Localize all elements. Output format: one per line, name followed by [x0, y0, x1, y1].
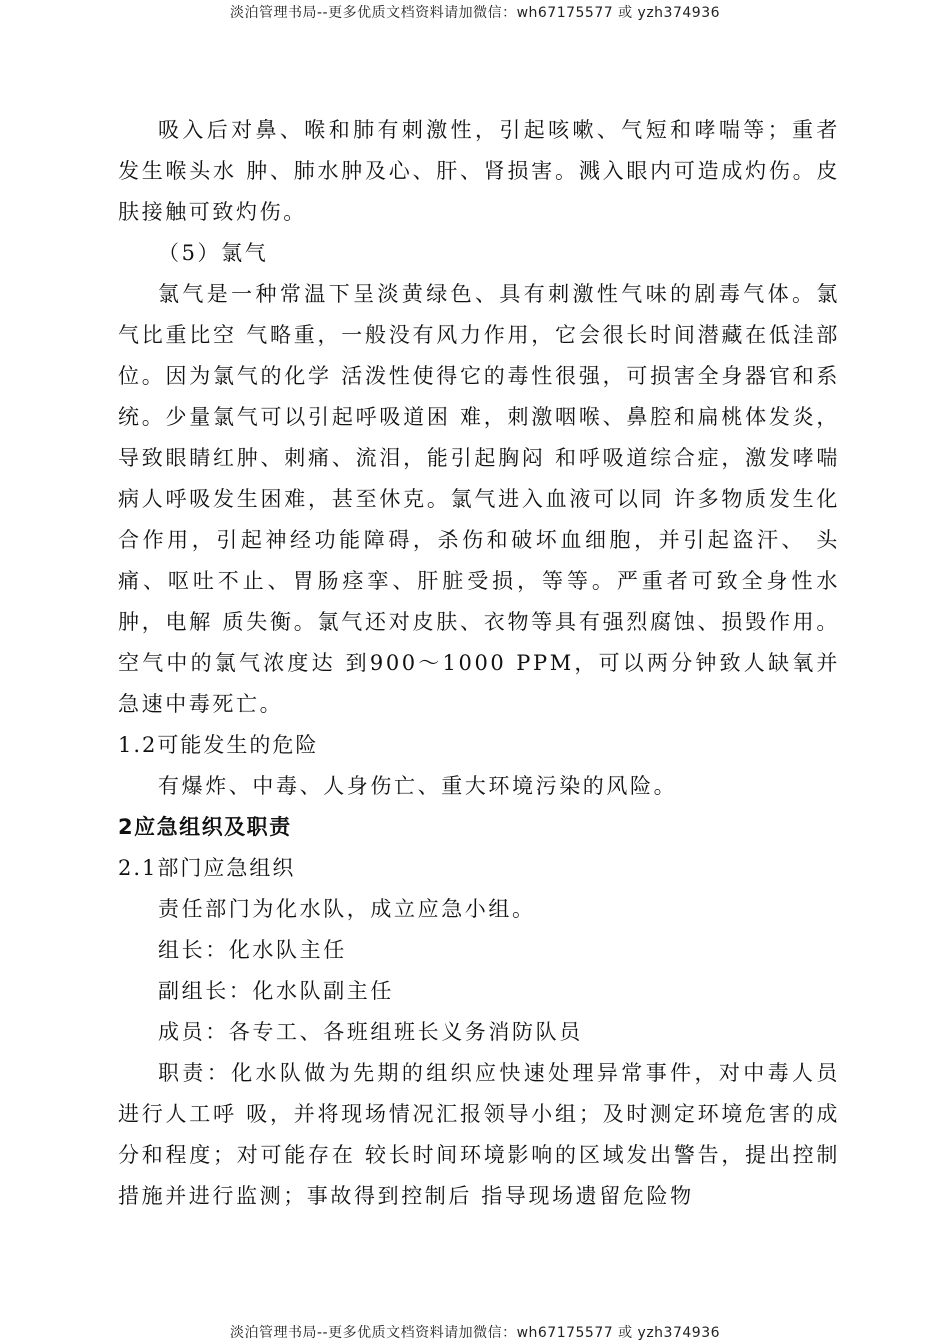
paragraph-risks: 有爆炸、中毒、人身伤亡、重大环境污染的风险。	[158, 774, 678, 798]
section-2-title: 2应急组织及职责	[118, 815, 292, 839]
line-responsible-dept: 责任部门为化水队，成立应急小组。	[158, 897, 536, 921]
paragraph-chlorine: 氯气是一种常温下呈淡黄绿色、具有刺激性气味的剧毒气体。氯气比重比空 气略重，一般没有风力作用，它会很长时间潜藏在低洼部位。因为氯气的化学 活泼性使得它的毒性很强，可损害全身器官和系统。少量氯气可以引起呼吸道困 难，刺激咽喉、鼻腔和扁桃体发炎，导致眼睛红肿、刺痛、流泪，能引起胸闷 和呼吸道综合症，激发哮喘病人呼吸发生困难，甚至休克。氯气进入血液可以同 许多物质发生化合作用，引起神经功能障碍，杀伤和破坏血细胞，并引起盗汗、 头痛、呕吐不止、胃肠痉挛、肝脏受损，等等。严重者可致全身性水肿，电解 质失衡。氯气还对皮肤、衣物等具有强烈腐蚀、损毁作用。空气中的氯气浓度达 到900〜1000 PPM，可以两分钟致人缺氧并急速中毒死亡。	[118, 282, 840, 716]
paragraph-duties: 职责：化水队做为先期的组织应快速处理异常事件，对中毒人员进行人工呼 吸，并将现场情况汇报领导小组；及时测定环境危害的成分和程度；对可能存在 较长时间环境影响的区域发出警告，提出控制措施并进行监测；事故得到控制后 指导现场遗留危险物	[118, 1061, 840, 1208]
section-1-2-title: 1.2可能发生的危险	[118, 733, 319, 757]
line-team-leader: 组长：化水队主任	[158, 938, 347, 962]
document-body	[118, 110, 840, 1217]
item-chlorine-title: （5）氯气	[158, 241, 269, 265]
page-footer: 淡泊管理书局--更多优质文档资料请加微信：wh67175577 或 yzh374936	[229, 1325, 721, 1341]
page-header: 淡泊管理书局--更多优质文档资料请加微信：wh67175577 或 yzh374936	[229, 5, 721, 21]
paragraph-ammonia-effects: 吸入后对鼻、喉和肺有刺激性，引起咳嗽、气短和哮喘等；重者发生喉头水 肿、肺水肿及心、肝、肾损害。溅入眼内可造成灼伤。皮肤接触可致灼伤。	[118, 118, 840, 224]
section-2-1-title: 2.1部门应急组织	[118, 856, 296, 880]
line-deputy-leader: 副组长：化水队副主任	[158, 979, 394, 1003]
line-members: 成员：各专工、各班组班长义务消防队员	[158, 1020, 583, 1044]
